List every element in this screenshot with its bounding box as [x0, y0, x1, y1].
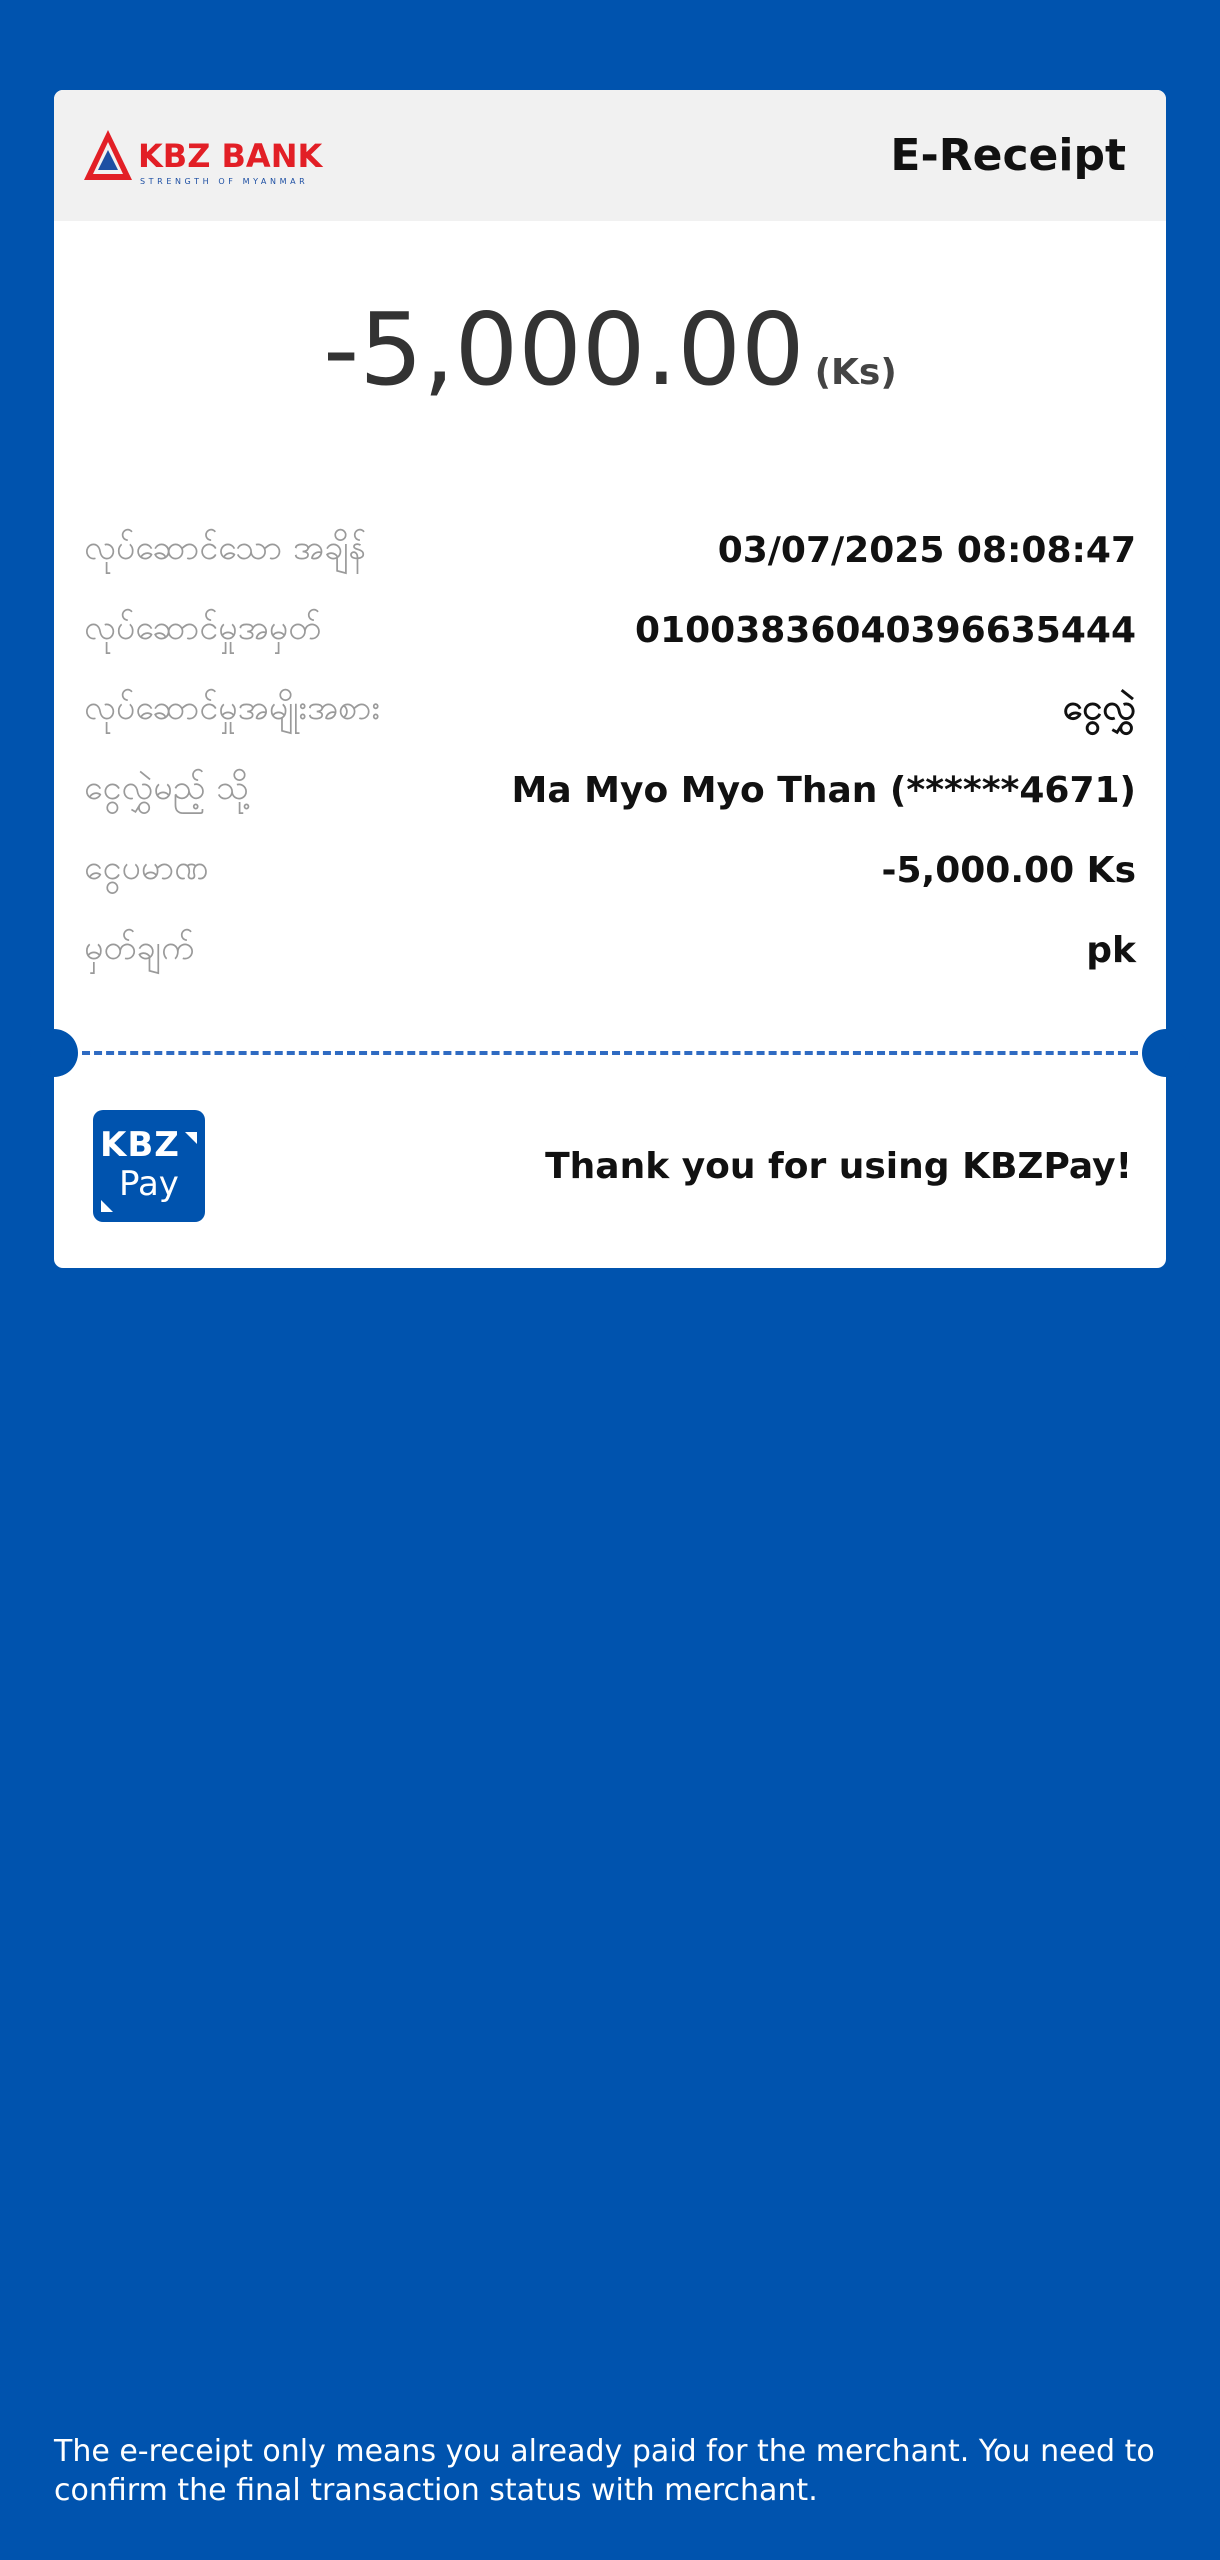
detail-value: Ma Myo Myo Than (******4671): [511, 769, 1136, 811]
detail-label: လုပ်ဆောင်မှုအမျိုးအစား: [84, 687, 381, 728]
kbzpay-logo-word: Pay: [119, 1164, 179, 1204]
detail-value: 03/07/2025 08:08:47: [717, 529, 1136, 571]
disclaimer-text: The e-receipt only means you already paid for the merchant. You need to confirm the final transaction status with merchant.: [54, 2434, 1155, 2508]
detail-value: -5,000.00 Ks: [881, 849, 1136, 891]
detail-label: လုပ်ဆောင်သော အချိန်: [84, 527, 367, 568]
detail-row-recipient: [84, 750, 1136, 830]
kbz-bank-logo: [84, 128, 329, 188]
page-title: E-Receipt: [890, 130, 1126, 181]
detail-value: pk: [1086, 929, 1136, 971]
receipt-card: [54, 90, 1166, 1268]
kbzpay-logo-brand: KBZ: [100, 1125, 180, 1165]
amount-display: [54, 290, 1166, 410]
detail-label: ငွေလွှဲမည့် သို့: [84, 767, 250, 808]
transaction-details: [84, 510, 1136, 990]
detail-label: မှတ်ချက်: [84, 927, 195, 968]
kbzpay-logo-corner-top: [185, 1132, 197, 1144]
amount-unit: (Ks): [814, 352, 897, 393]
kbzpay-logo-corner-bottom: [101, 1200, 113, 1212]
detail-row-transaction-id: [84, 590, 1136, 670]
detail-label: လုပ်ဆောင်မှုအမှတ်: [84, 607, 322, 648]
detail-row-transaction-type: [84, 670, 1136, 750]
logo-tagline: STRENGTH OF MYANMAR: [140, 177, 309, 186]
detail-value: ငွေလွှဲ: [1062, 687, 1136, 728]
dashed-divider: [82, 1051, 1138, 1055]
ticket-notch-right: [1142, 1029, 1190, 1077]
detail-row-time: [84, 510, 1136, 590]
logo-text: KBZ BANK: [138, 137, 323, 175]
thank-you-message: Thank you for using KBZPay!: [545, 1146, 1132, 1187]
detail-value: 01003836040396635444: [635, 609, 1136, 651]
detail-label: ငွေပမာဏ: [84, 847, 209, 888]
kbzpay-logo: [93, 1110, 205, 1222]
detail-row-note: [84, 910, 1136, 990]
ticket-notch-left: [30, 1029, 78, 1077]
receipt-header: [54, 90, 1166, 221]
detail-row-amount: [84, 830, 1136, 910]
amount-value: -5,000.00: [323, 291, 805, 408]
